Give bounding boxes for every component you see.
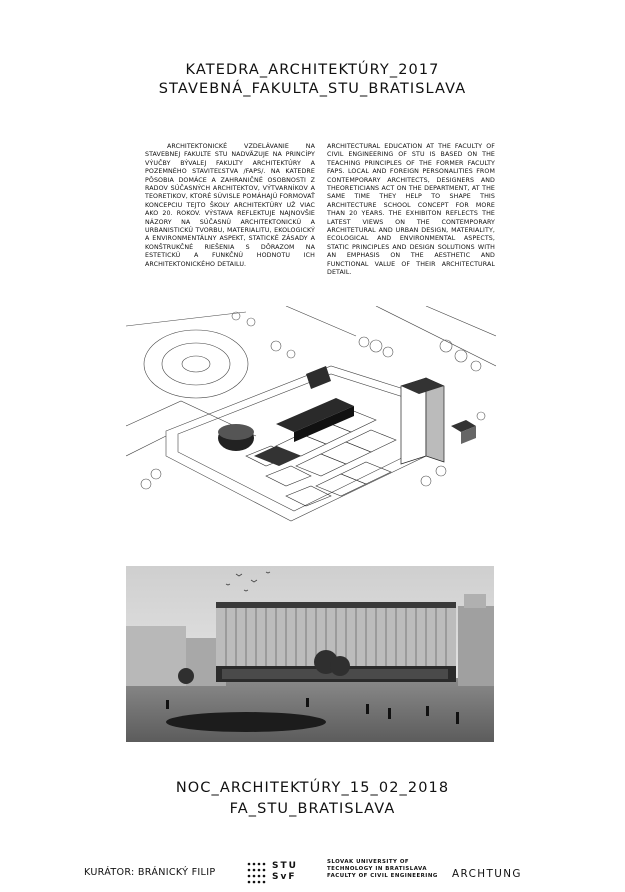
circular-plaza bbox=[144, 330, 248, 398]
archtung-logo: ARCHTUNG bbox=[452, 868, 522, 880]
event-title-line1: NOC_ARCHITEKTÚRY_15_02_2018 bbox=[175, 780, 450, 796]
architectural-render bbox=[126, 566, 494, 742]
event-title-line2: FA_STU_BRATISLAVA bbox=[229, 801, 396, 817]
university-line3: FACULTY OF CIVIL ENGINEERING bbox=[327, 873, 438, 880]
header-title-line2: STAVEBNÁ_FAKULTA_STU_BRATISLAVA bbox=[158, 81, 467, 97]
curator-credit: KURÁTOR: BRÁNICKÝ FILIP bbox=[84, 867, 216, 878]
university-name bbox=[327, 859, 438, 880]
university-line2: TECHNOLOGY IN BRATISLAVA bbox=[327, 866, 428, 873]
text-column-english: ARCHITECTURAL EDUCATION AT THE FACULTY OF CIVIL ENGINEERING OF STU IS BASED ON THE TEACHING PRINCIPLES OF THE FORMER FACULTY FAPS. LOCAL AND FOREIGN PERSONALITIES FROM CONTEMPORARY ARCHITECTS, DESIGNERS AND THEORETICIANS ACT ON THE DEPARTMENT, AT THE SAME TIME THEY HELP TO SHAPE THIS ARCHITECTURE SCHOOL CONCEPT FOR MORE THAN 20 YEARS. THE EXHIBITON REFLECTS THE LATEST VIEWS ON THE CONTEMPORARY ARCHITETURAL AND URBAN DESIGN, MATERIALITY, ECOLOGICAL AND ENVIRONMENTAL ASPECTS, STATIC PRINCIPLES AND DESIGN SOLUTIONS WITH AN EMPHASIS ON THE AESTHETIC AND FUNCTIONAL VALUE OF THEIR ARCHITECTURAL DETAIL. bbox=[327, 143, 495, 277]
stu-logo-line1: STU bbox=[272, 861, 298, 871]
axonometric-drawing bbox=[126, 306, 496, 536]
dot-grid-icon bbox=[246, 861, 270, 885]
dark-buildings bbox=[218, 366, 476, 466]
header-title-line1: KATEDRA_ARCHITEKTÚRY_2017 bbox=[185, 62, 440, 78]
stu-svf-logo bbox=[246, 861, 302, 885]
reflecting-pool bbox=[166, 712, 326, 732]
stu-logo-text bbox=[272, 861, 298, 883]
site-block bbox=[166, 366, 426, 521]
stu-logo-line2: SvF bbox=[272, 872, 297, 882]
university-line1: SLOVAK UNIVERSITY OF bbox=[327, 859, 410, 865]
text-column-slovak: ARCHITEKTONICKÉ VZDELÁVANIE NA STAVEBNEJ FAKULTE STU NADVÄZUJE NA PRINCÍPY VÝUČBY BÝVALEJ FAKULTY ARCHITEKTÚRY A POZEMNÉHO STAVITEĽSTVA /FAPS/. NA KATEDRE PÔSOBIA DOMÁCE A ZAHRANIČNÉ OSOBNOSTI Z RADOV SÚČASNÝCH ARCHITEKTOV, VÝTVARNÍKOV A TEORETIKOV, KTORÉ SÚVISLE POMÁHAJÚ FORMOVAŤ KONCEPCIU TEJTO ŠKOLY ARCHITEKTÚRY UŽ VIAC AKO 20. ROKOV. VÝSTAVA REFLEKTUJE NAJNOVŠIE NÁZORY NA SÚČASNÚ ARCHITEKTONICKÚ A URBANISTICKÚ TVORBU, MATERIALITU, EKOLOGICKÝ A ENVIRONMENTÁLNY ASPEKT, STATICKÉ ZÁSADY A KONŠTRUKČNÉ RIEŠENIA S DÔRAZOM NA ESTETICKÚ A FUNKČNÚ HODNOTU ICH ARCHITEKTONICKÉHO DETAILU. bbox=[145, 143, 315, 268]
